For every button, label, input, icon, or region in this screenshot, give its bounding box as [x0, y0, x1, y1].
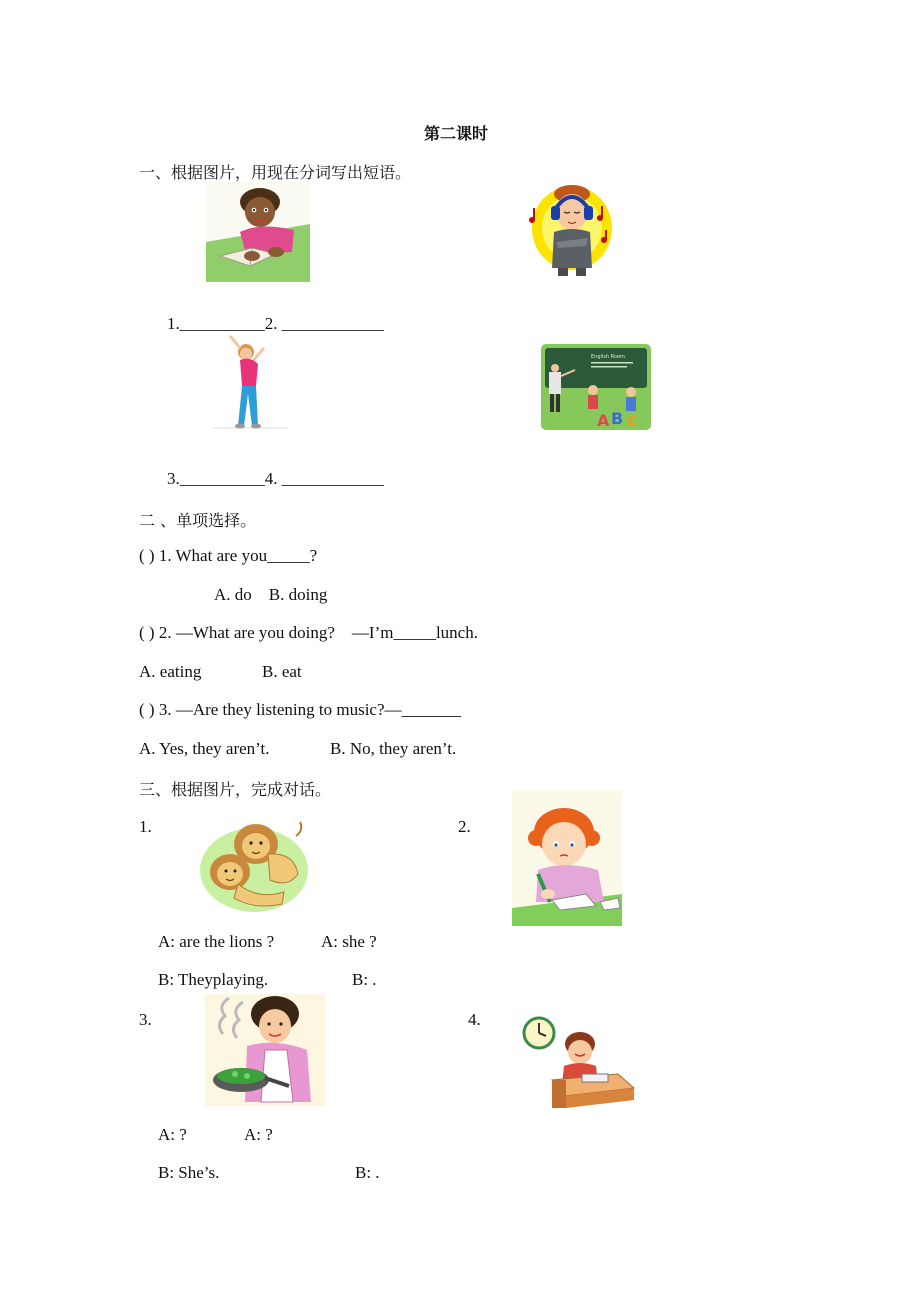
- dialog-4-answer: B: .: [355, 1163, 380, 1182]
- section-1-heading: 一、根据图片，用现在分词写出短语。: [139, 163, 412, 182]
- question-2-option-b: B. eat: [262, 662, 302, 681]
- question-1-options: A. do B. doing: [214, 585, 328, 604]
- girl-writing-picture: [512, 790, 622, 926]
- dialog-4-question: A: ?: [244, 1125, 273, 1144]
- question-2: ( ) 2. —What are you doing? —I’m_____lunch.: [139, 623, 478, 642]
- dialog-3-question: A: ?: [158, 1125, 187, 1144]
- girl-reading-picture: [206, 182, 310, 282]
- dialog-2-answer: B: .: [352, 970, 377, 989]
- question-3-option-b: B. No, they aren’t.: [330, 739, 457, 758]
- section-3-heading: 三、根据图片，完成对话。: [139, 780, 332, 799]
- dialog-1-answer: B: Theyplaying.: [158, 970, 269, 989]
- board-letter-c: C: [627, 414, 638, 430]
- english-class-picture: [541, 344, 651, 430]
- section-1-answer-line-1: 1.__________2. ____________: [167, 314, 384, 333]
- dialog-2-number: 2.: [458, 817, 471, 836]
- page-title: 第二课时: [424, 124, 489, 143]
- dialog-3-number: 3.: [139, 1010, 152, 1029]
- boy-listening-music-picture: [528, 182, 632, 282]
- board-title-text: English Room: [591, 354, 625, 360]
- dialog-3-answer: B: She’s.: [158, 1163, 220, 1182]
- dialog-2-question: A: she ?: [321, 932, 377, 951]
- question-3-option-a: A. Yes, they aren’t.: [139, 739, 270, 758]
- question-3: ( ) 3. —Are they listening to music?—_______: [139, 700, 462, 719]
- lions-playing-picture: [198, 814, 310, 914]
- girl-exercising-picture: [212, 334, 288, 434]
- boy-at-desk-picture: [522, 1014, 636, 1110]
- question-1: ( ) 1. What are you_____?: [139, 546, 318, 565]
- section-2-heading: 二 、单项选择。: [139, 511, 257, 530]
- question-2-option-a: A. eating: [139, 662, 202, 681]
- dialog-1-number: 1.: [139, 817, 152, 836]
- board-letter-b: B: [611, 409, 624, 428]
- section-1-answer-line-2: 3.__________4. ____________: [167, 469, 384, 488]
- dialog-1-question: A: are the lions ?: [158, 932, 275, 951]
- woman-cooking-picture: [205, 994, 325, 1106]
- dialog-4-number: 4.: [468, 1010, 481, 1029]
- board-letter-a: A: [597, 411, 610, 430]
